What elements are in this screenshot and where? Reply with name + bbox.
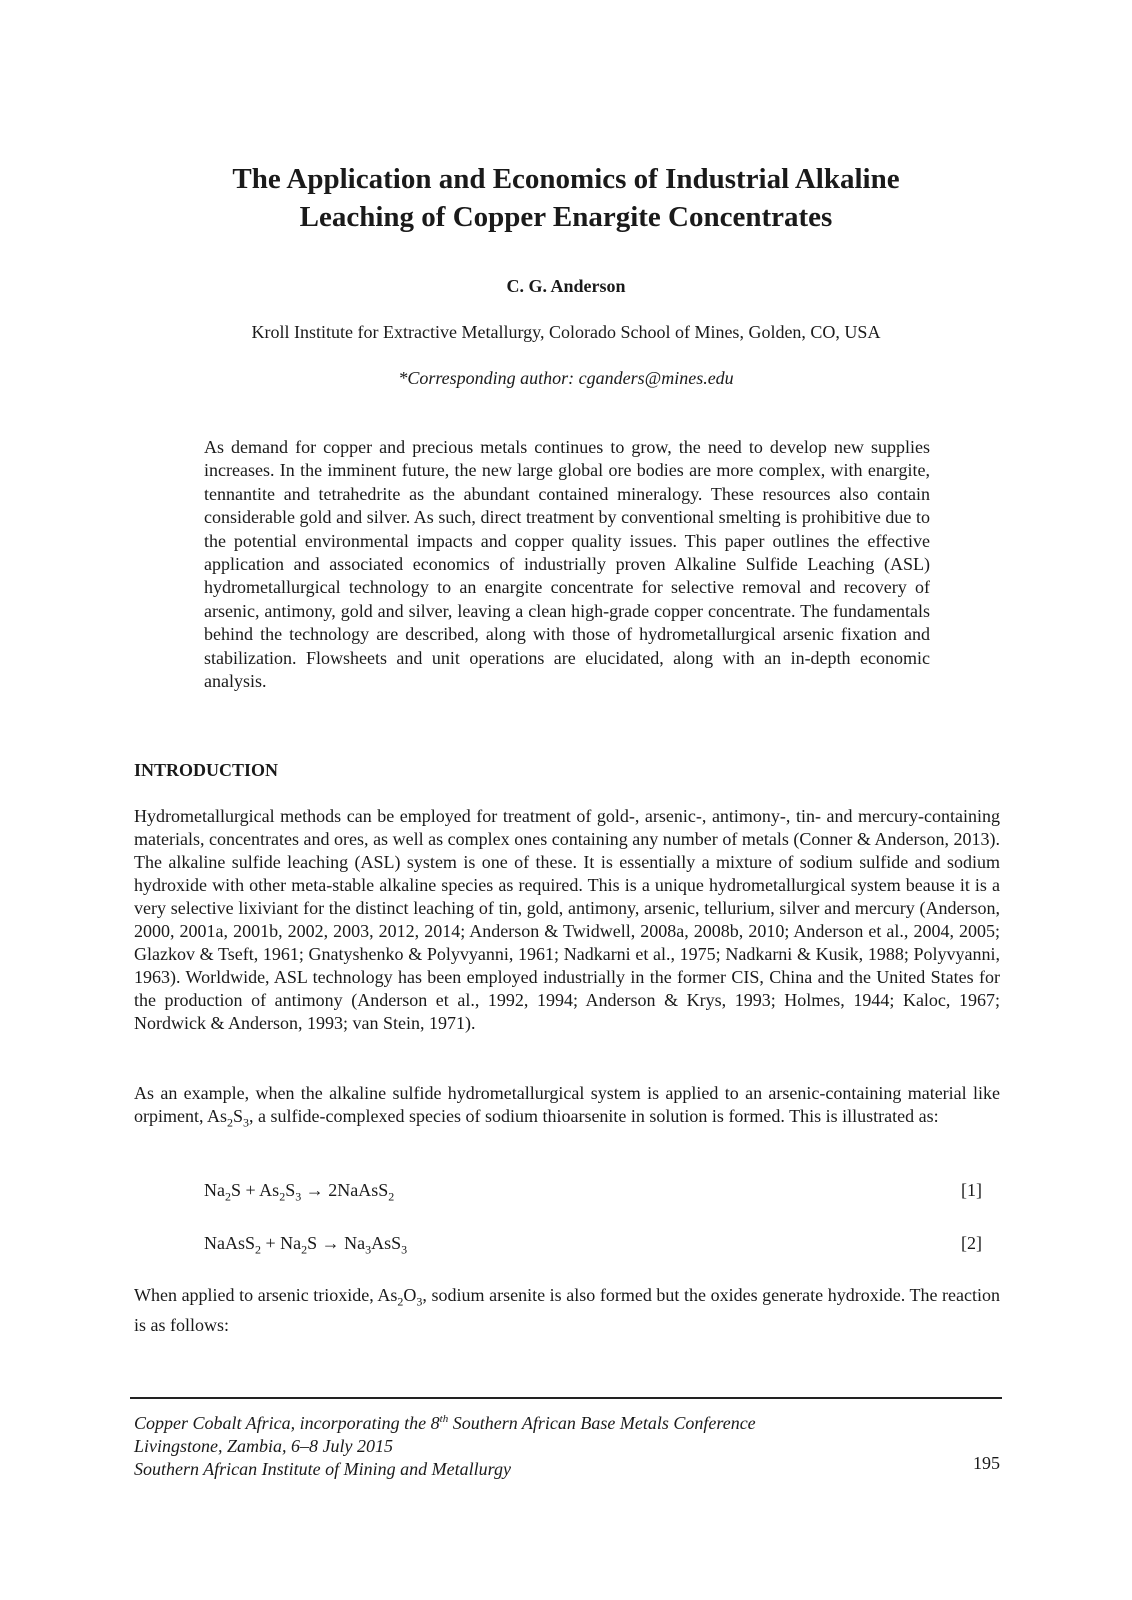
intro-paragraph-2-text-after: , a sulfide-complexed species of sodium thioarsenite in solution is formed. This is illustrated as: (249, 1106, 939, 1126)
equation-2-number: [2] (961, 1233, 982, 1253)
footer-line-1: Copper Cobalt Africa, incorporating the 8th Southern African Base Metals Conference (134, 1413, 756, 1433)
author-name: C. G. Anderson (506, 276, 626, 296)
corresponding-author: *Corresponding author: cganders@mines.edu (398, 368, 734, 388)
footer-divider (130, 1397, 1002, 1399)
equation-1-formula: $Na_2S + As_2S_3$ → 2NaAsS$_2$ (204, 1180, 395, 1204)
abstract: As demand for copper and precious metals continues to grow, the need to develop new supplies increases. In the imminent future, the new large global ore bodies are more complex, with enargite, tennantite and tetrahedrite as the abundant contained mineralogy. These resources also contain considerable gold and silver. As such, direct treatment by conventional smelting is prohibitive due to the potential environmental impacts and copper quality issues. This paper outlines the effective application and associated economics of industrially proven Alkaline Sulfide Leaching (ASL) hydrometallurgical technology to an enargite concentrate for selective removal and recovery of arsenic, antimony, gold and silver, leaving a clean high-grade copper concentrate. The fundamentals behind the technology are described, along with those of hydrometallurgical arsenic fixation and stabilization. Flowsheets and unit operations are elucidated, along with an in-depth economic analysis. (204, 437, 930, 692)
intro-paragraph-3-text-before: When applied to arsenic trioxide, (134, 1285, 378, 1305)
footer-line-2: Livingstone, Zambia, 6–8 July 2015 (134, 1436, 393, 1456)
footer-conference-info (134, 1408, 1000, 1481)
paper-title (130, 160, 1002, 236)
equation-1 (204, 1180, 982, 1206)
arsenic-trioxide-formula: $As_2O_3$ (377, 1285, 423, 1309)
footer-line-3: Southern African Institute of Mining and Metallurgy (134, 1459, 511, 1479)
intro-paragraph-3-text-after: , sodium arsenite is also formed but the oxides generate hydroxide. The reaction is as follows: (134, 1285, 1000, 1335)
equation-2 (204, 1233, 982, 1259)
equation-1-number: [1] (961, 1180, 982, 1200)
intro-paragraph-3 (134, 1284, 1000, 1337)
author-affiliation: Kroll Institute for Extractive Metallurgy, Colorado School of Mines, Golden, CO, USA (251, 322, 881, 342)
paper-title-line-1: The Application and Economics of Industrial Alkaline (232, 163, 900, 195)
section-heading-introduction: INTRODUCTION (134, 760, 279, 780)
equation-2-formula: NaAsS$_2$ + $Na_2S \to Na_3AsS_3$ (204, 1233, 408, 1257)
intro-paragraph-1: Hydrometallurgical methods can be employed for treatment of gold-, arsenic-, antimony-, tin- and mercury-containing materials, concentrates and ores, as well as complex ones containing any number of metals (Conner & Anderson, 2013). The alkaline sulfide leaching (ASL) system is one of these. It is essentially a mixture of sodium sulfide and sodium hydroxide with other meta-stable alkaline species as required. This is a unique hydrometallurgical system beause it is a very selective lixiviant for the distinct leaching of tin, gold, antimony, arsenic, tellurium, silver and mercury (Anderson, 2000, 2001a, 2001b, 2002, 2003, 2012, 2014; Anderson & Twidwell, 2008a, 2008b, 2010; Anderson et al., 2004, 2005; Glazkov & Tseft, 1961; Gnatyshenko & Polyvyanni, 1961; Nadkarni et al., 1975; Nadkarni & Kusik, 1988; Polyvyanni, 1963). Worldwide, ASL technology has been employed industrially in the former CIS, China and the United States for the production of antimony (Anderson et al., 1992, 1994; Anderson & Krys, 1993; Holmes, 1944; Kaloc, 1967; Nordwick & Anderson, 1993; van Stein, 1971). (134, 806, 1000, 1033)
paper-title-line-2: Leaching of Copper Enargite Concentrates (299, 201, 833, 233)
orpiment-formula: $As_2S_3$ (207, 1106, 250, 1130)
intro-paragraph-2 (134, 1082, 1000, 1135)
intro-paragraph-2-text-before: As an example, when the alkaline sulfide hydrometallurgical system is applied to an arsenic-containing material like orpiment, (134, 1083, 1000, 1126)
page-number: 195 (973, 1453, 1000, 1473)
